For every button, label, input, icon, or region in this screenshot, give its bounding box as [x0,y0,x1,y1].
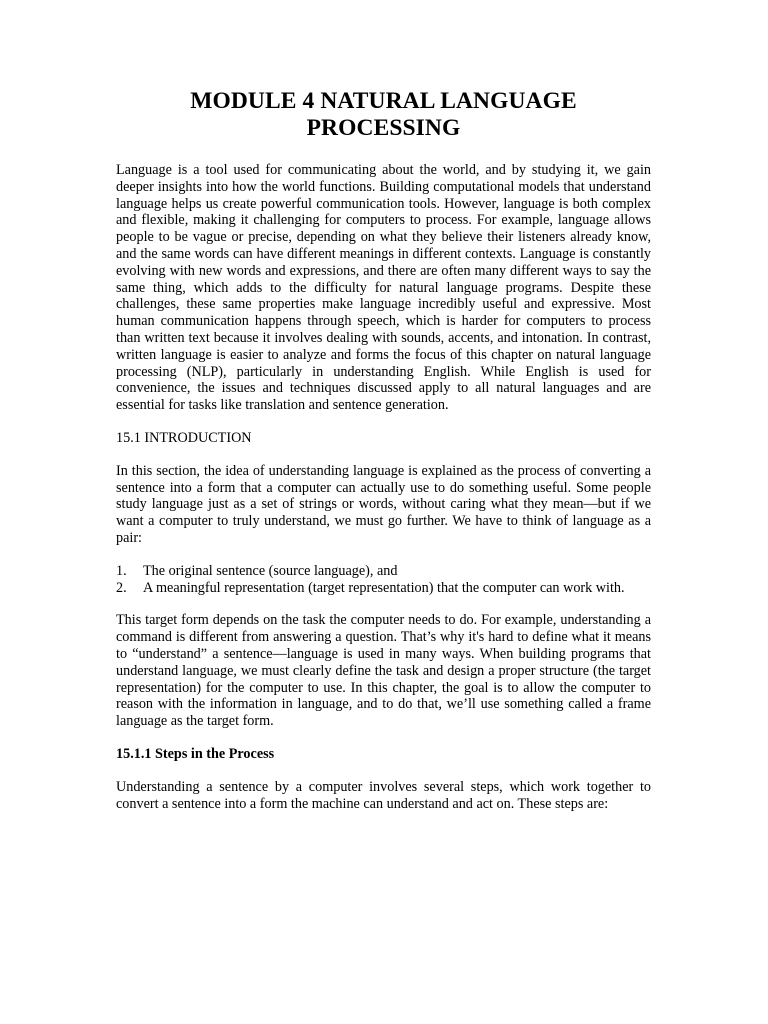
section-paragraph: In this section, the idea of understanding language is explained as the process of converting a sentence into a form that a computer can actually use to do something useful. Some people study language just as a set of strings or words, without caring what they mean—but if we want a computer to truly understand, we must go further. We have to think of language as a pair: [116,462,651,546]
numbered-list [116,563,651,597]
title-line-2: PROCESSING [306,115,461,141]
list-number: 1. [116,562,127,579]
intro-paragraph: Language is a tool used for communicating about the world, and by studying it, we gain deeper insights into how the world functions. Building computational models that understand language helps us create powerful communication tools. However, language is both complex and flexible, making it challenging for computers to process. For example, language allows people to be vague or precise, depending on what they believe their listeners already know, and the same words can have different meanings in different contexts. Language is constantly evolving with new words and expressions, and there are often many different ways to say the same thing, which adds to the difficulty for natural language programs. Despite these challenges, these same properties make language incredibly useful and expressive. Most human communication happens through speech, which is harder for computers to process than written text because it involves dealing with sounds, accents, and intonation. In contrast, written language is easier to analyze and forms the focus of this chapter on natural language processing (NLP), particularly in understanding English. While English is used for convenience, the issues and techniques discussed apply to all natural languages and are essential for tasks like translation and sentence generation. [116,162,651,414]
steps-paragraph: Understanding a sentence by a computer involves several steps, which work together to convert a sentence into a form the machine can understand and act on. These steps are: [116,778,651,812]
title-line-1: MODULE 4 NATURAL LANGUAGE [190,88,577,114]
list-item [116,580,651,597]
list-text: The original sentence (source language), and [143,562,398,579]
section-heading: 15.1 INTRODUCTION [116,429,252,446]
document-page [116,88,651,828]
list-text: A meaningful representation (target representation) that the computer can work with. [143,579,625,596]
document-title [116,88,651,142]
list-number: 2. [116,579,127,596]
subsection-heading: 15.1.1 Steps in the Process [116,745,275,762]
list-item [116,563,651,580]
target-paragraph: This target form depends on the task the computer needs to do. For example, understanding a command is different from answering a question. That’s why it's hard to define what it means to “understand” a sentence—language is used in many ways. When building programs that understand language, we must clearly define the task and design a proper structure (the target representation) for the computer to use. In this chapter, the goal is to allow the computer to reason with the information in language, and to do that, we’ll use something called a frame language as the target form. [116,612,651,730]
